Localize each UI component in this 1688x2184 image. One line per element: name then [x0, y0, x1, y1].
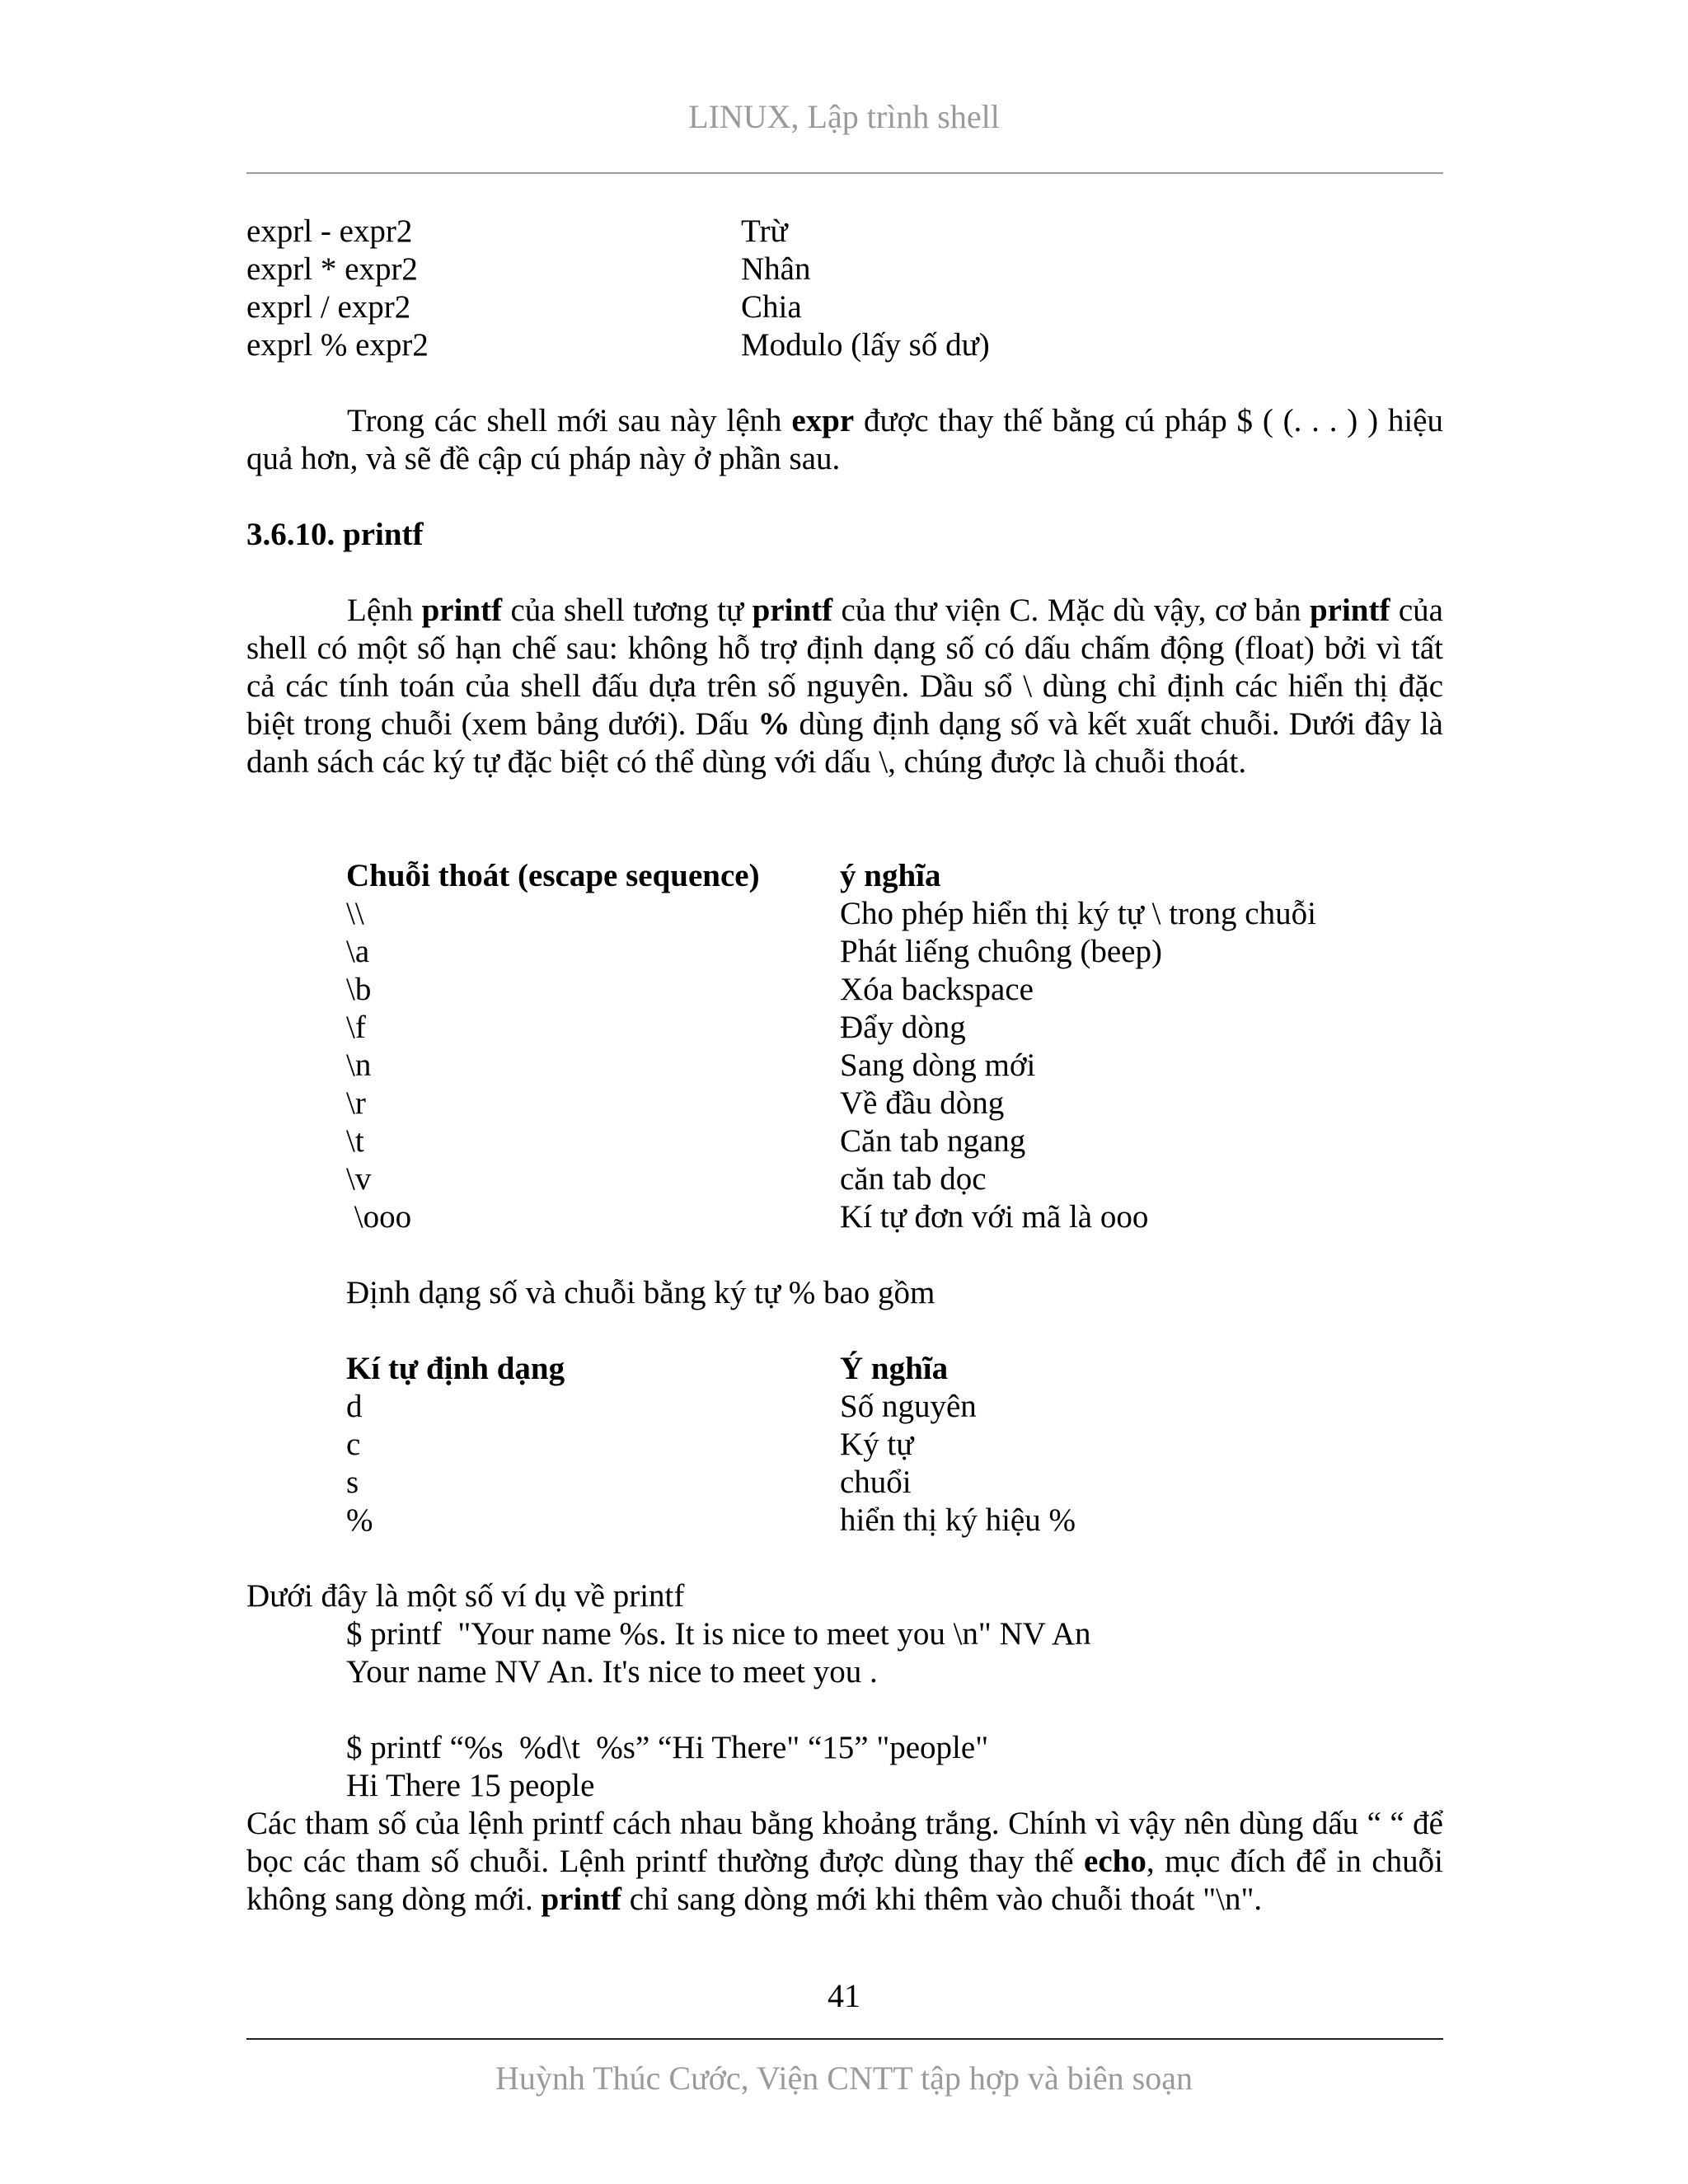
operator-expr: exprl / expr2: [246, 289, 411, 325]
format-char: d: [346, 1389, 363, 1424]
examples-intro: Dưới đây là một số ví dụ về printf: [246, 1578, 685, 1614]
page-number: 41: [828, 1977, 860, 2014]
operator-meaning: Trừ: [741, 213, 788, 249]
format-meaning: Ký tự: [840, 1427, 914, 1462]
operator-expr: exprl * expr2: [246, 251, 418, 287]
escape-meaning: căn tab dọc: [840, 1161, 987, 1197]
example2-command: $ printf “%s %d\t %s” “Hi There" “15” "people": [346, 1730, 989, 1765]
escape-meaning: Căn tab ngang: [840, 1123, 1026, 1159]
escape-seq: \t: [346, 1123, 364, 1159]
escape-meaning: Đẩy dòng: [840, 1010, 966, 1045]
escape-seq: \n: [346, 1047, 372, 1083]
example1-output: Your name NV An. It's nice to meet you .: [346, 1654, 878, 1690]
format-char: %: [346, 1502, 373, 1538]
format-meaning: chuổi: [840, 1465, 912, 1500]
escape-table-header-col2: ý nghĩa: [840, 858, 941, 893]
format-table-header-col2: Ý nghĩa: [840, 1351, 949, 1386]
header-divider: [246, 172, 1443, 174]
format-char: s: [346, 1465, 359, 1500]
closing-paragraph: Các tham số của lệnh printf cách nhau bằng khoảng trắng. Chính vì vậy nên dùng dấu “ “ để bọc các tham số chuỗi. Lệnh printf thường được dùng thay thế echo, mục đích để in chuỗi không sang dòng mới. printf chỉ sang dòng mới khi thêm vào chuỗi thoát "\n".: [246, 1806, 1443, 1917]
escape-meaning: Kí tự đơn với mã là ooo: [840, 1199, 1149, 1235]
operator-meaning: Chia: [741, 289, 802, 325]
format-intro: Định dạng số và chuỗi bằng ký tự % bao gồm: [346, 1275, 935, 1310]
escape-meaning: Cho phép hiển thị ký tự \ trong chuỗi: [840, 896, 1316, 931]
footer-divider: [246, 2038, 1443, 2040]
escape-seq: \ooo: [346, 1199, 412, 1235]
example2-output: Hi There 15 people: [346, 1768, 595, 1803]
format-char: c: [346, 1427, 361, 1462]
printf-intro-paragraph: Lệnh printf của shell tương tự printf của thư viện C. Mặc dù vậy, cơ bản printf của shell có một số hạn chế sau: không hỗ trợ định dạng số có dấu chấm động (float) bởi vì tất cả các tính toán của shell đấu dựa trên số nguyên. Dầu sổ \ dùng chỉ định các hiển thị đặc biệt trong chuỗi (xem bảng dưới). Dấu % dùng định dạng số và kết xuất chuỗi. Dưới đây là danh sách các ký tự đặc biệt có thể dùng với dấu \, chúng được là chuỗi thoát.: [246, 593, 1443, 780]
format-table-header-col1: Kí tự định dạng: [346, 1351, 565, 1386]
escape-meaning: Xóa backspace: [840, 972, 1034, 1007]
operator-meaning: Modulo (lấy số dư): [741, 327, 990, 363]
escape-seq: \v: [346, 1161, 372, 1197]
format-meaning: Số nguyên: [840, 1389, 977, 1424]
operator-meaning: Nhân: [741, 251, 811, 287]
expr-note-paragraph: Trong các shell mới sau này lệnh expr được thay thế bằng cú pháp $ ( (. . . ) ) hiệu quả hơn, và sẽ đề cập cú pháp này ở phần sau.: [246, 403, 1443, 476]
section-heading: 3.6.10. printf: [246, 517, 424, 552]
page-header-title: LINUX, Lập trình shell: [688, 98, 1000, 135]
operator-expr: exprl % expr2: [246, 327, 429, 363]
example1-command: $ printf "Your name %s. It is nice to meet you \n" NV An: [346, 1616, 1091, 1652]
escape-meaning: Sang dòng mới: [840, 1047, 1036, 1083]
escape-seq: \\: [346, 896, 364, 931]
escape-seq: \a: [346, 934, 370, 969]
escape-seq: \f: [346, 1010, 366, 1045]
operator-expr: exprl - expr2: [246, 213, 413, 249]
format-meaning: hiển thị ký hiệu %: [840, 1502, 1076, 1538]
escape-meaning: Về đầu dòng: [840, 1085, 1005, 1121]
escape-seq: \b: [346, 972, 372, 1007]
escape-meaning: Phát liếng chuông (beep): [840, 934, 1162, 969]
page-footer-text: Huỳnh Thúc Cước, Viện CNTT tập hợp và biên soạn: [495, 2060, 1193, 2097]
escape-seq: \r: [346, 1085, 366, 1121]
escape-table-header-col1: Chuỗi thoát (escape sequence): [346, 858, 760, 893]
